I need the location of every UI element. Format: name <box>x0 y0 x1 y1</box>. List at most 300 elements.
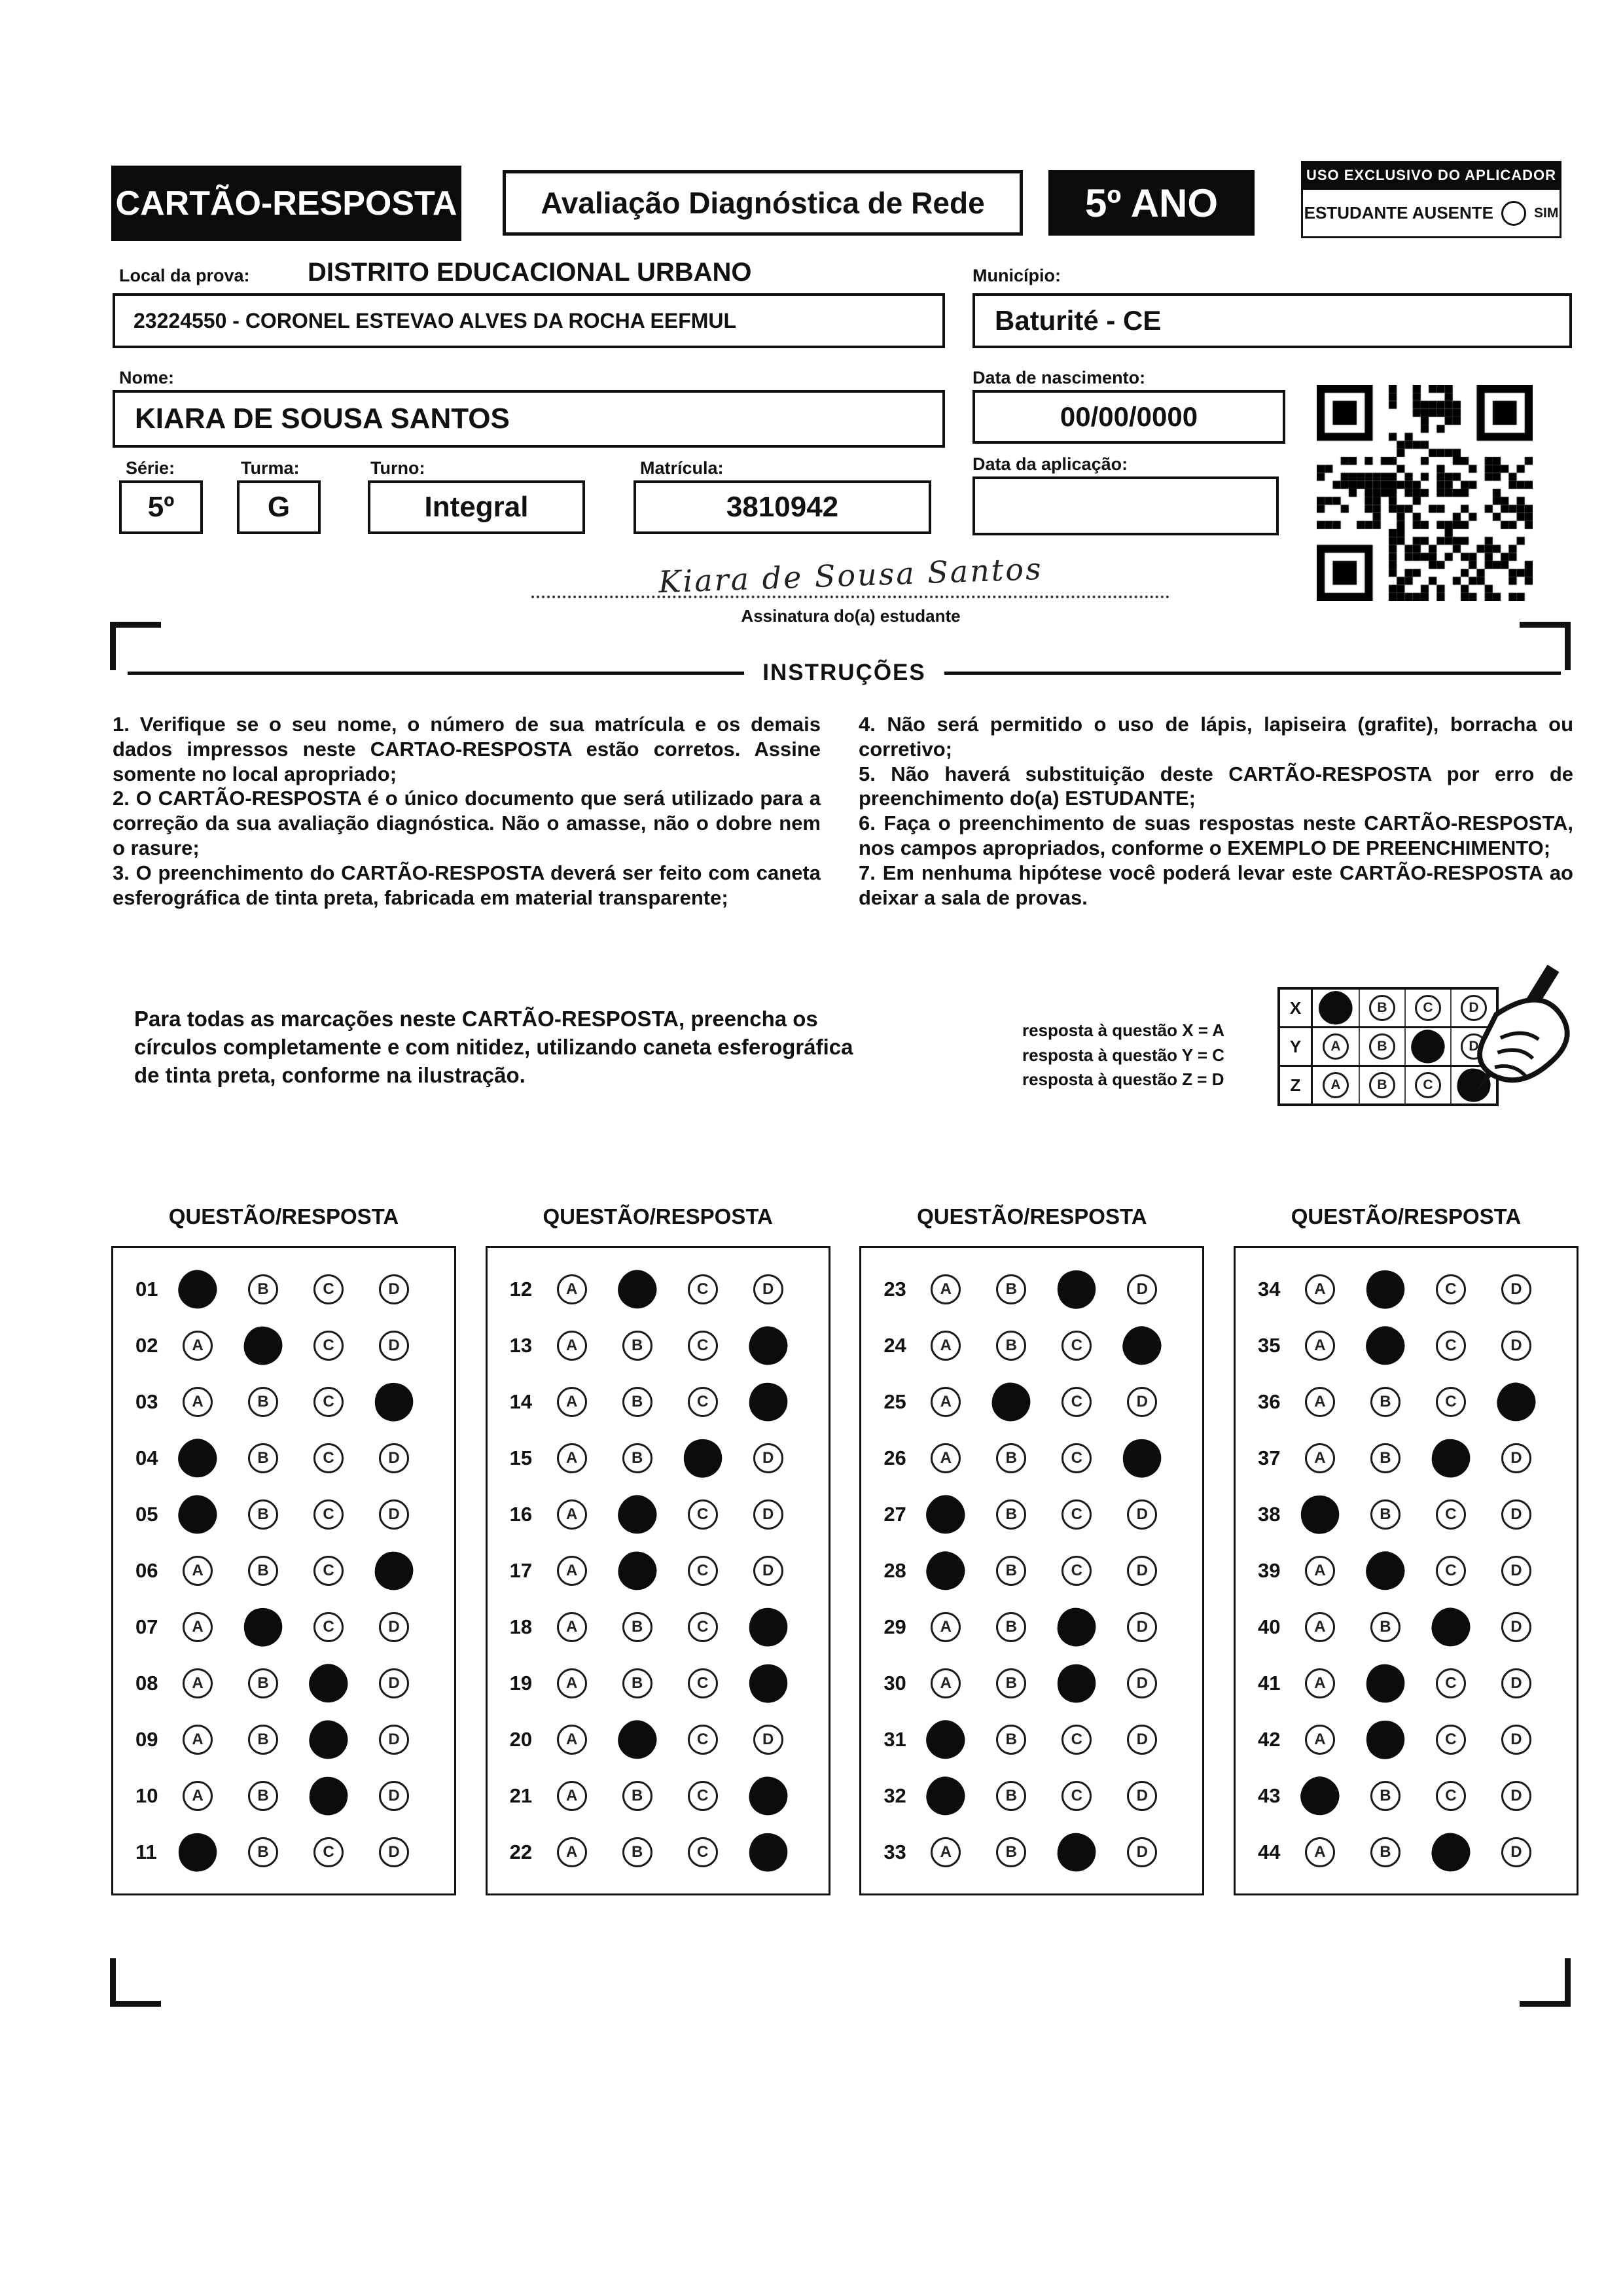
bubble-d[interactable]: D <box>753 1725 783 1755</box>
bubble-b[interactable]: B <box>622 1668 652 1698</box>
bubble-filled-c[interactable] <box>1431 1832 1471 1873</box>
bubble-filled-d[interactable] <box>747 1380 790 1424</box>
question-options <box>1305 1443 1531 1473</box>
bubble-c[interactable]: C <box>1061 1387 1092 1417</box>
bubble-a[interactable]: A <box>1305 1331 1335 1361</box>
bubble-d[interactable]: D <box>379 1781 409 1811</box>
bubble-filled-b[interactable] <box>616 1551 658 1592</box>
marking-example-paragraph: Para todas as marcações neste CARTÃO-RESPOSTA, preencha os círculos completamente e com nitidez, utilizando caneta esferográfica de tinta preta, conforme na ilustração. <box>134 1007 853 1087</box>
matricula-field: 3810942 <box>633 480 931 534</box>
question-options <box>557 1499 783 1530</box>
bubble-a[interactable]: A <box>931 1443 961 1473</box>
question-row <box>1258 1443 1577 1473</box>
bubble-d[interactable]: D <box>379 1725 409 1755</box>
bubble-c[interactable]: C <box>1436 1781 1466 1811</box>
bubble-b[interactable]: B <box>1370 1387 1400 1417</box>
bubble-d[interactable]: D <box>1127 1612 1157 1642</box>
question-row <box>883 1443 1202 1473</box>
bubble-filled-c[interactable] <box>1056 1832 1097 1873</box>
bubble-a[interactable]: A <box>1305 1274 1335 1304</box>
instruction-item: 1. Verifique se o seu nome, o número de sua matrícula e os demais dados impressos neste CARTAO-RESPOSTA estão corretos. Assine somente no local apropriado; <box>113 713 821 785</box>
student-absent-label: ESTUDANTE AUSENTE <box>1304 203 1494 223</box>
bubble-c[interactable]: C <box>313 1556 344 1586</box>
question-number: 41 <box>1257 1672 1281 1695</box>
question-number: 15 <box>509 1446 533 1469</box>
answer-column-header: QUESTÃO/RESPOSTA <box>543 1204 773 1229</box>
question-number: 33 <box>883 1840 906 1863</box>
question-number: 18 <box>509 1615 533 1638</box>
bubble-b[interactable]: B <box>996 1781 1026 1811</box>
bubble-b[interactable]: B <box>248 1725 278 1755</box>
bubble-b[interactable]: B <box>996 1274 1026 1304</box>
bubble-b[interactable]: B <box>996 1612 1026 1642</box>
question-row <box>883 1274 1202 1304</box>
bubble-c[interactable]: C <box>688 1499 718 1530</box>
question-number: 39 <box>1257 1559 1281 1582</box>
bubble-a[interactable]: A <box>931 1837 961 1867</box>
question-number: 30 <box>883 1672 906 1695</box>
question-row <box>510 1556 829 1586</box>
bubble-filled-d[interactable] <box>370 1378 417 1425</box>
bubble-d[interactable]: D <box>1501 1612 1531 1642</box>
bubble-c[interactable]: C <box>313 1837 344 1867</box>
bubble-c[interactable]: C <box>313 1612 344 1642</box>
bubble-d[interactable]: D <box>753 1443 783 1473</box>
turno-field: Integral <box>368 480 585 534</box>
question-options <box>931 1725 1157 1755</box>
bubble-b[interactable]: B <box>996 1837 1026 1867</box>
bubble-a[interactable]: A <box>1305 1387 1335 1417</box>
bubble-b[interactable]: B <box>1370 1781 1400 1811</box>
instructions-rule-right <box>944 672 1561 675</box>
bubble-filled-c[interactable] <box>1057 1607 1097 1647</box>
bubble-filled-b[interactable] <box>1361 1321 1410 1370</box>
bubble-c[interactable]: C <box>688 1725 718 1755</box>
bubble-d[interactable]: D <box>1501 1331 1531 1361</box>
bubble-b[interactable]: B <box>248 1499 278 1530</box>
question-row <box>883 1725 1202 1755</box>
question-options <box>183 1725 409 1755</box>
example-cell <box>1359 990 1404 1026</box>
bubble-d[interactable]: D <box>1127 1725 1157 1755</box>
bubble-b[interactable]: B <box>1369 995 1395 1021</box>
question-row <box>883 1781 1202 1811</box>
bubble-a[interactable]: A <box>1305 1668 1335 1698</box>
bubble-c[interactable]: C <box>688 1331 718 1361</box>
bubble-filled-c[interactable] <box>308 1775 349 1817</box>
bubble-d[interactable]: D <box>379 1443 409 1473</box>
bubble-c[interactable]: C <box>688 1781 718 1811</box>
bubble-d[interactable]: D <box>753 1499 783 1530</box>
bubble-filled-d[interactable] <box>1119 1435 1166 1482</box>
question-row <box>135 1781 454 1811</box>
bubble-b[interactable]: B <box>248 1443 278 1473</box>
question-options <box>557 1556 783 1586</box>
bubble-a[interactable]: A <box>1305 1837 1335 1867</box>
question-options <box>1305 1331 1531 1361</box>
question-options <box>931 1274 1157 1304</box>
bubble-c[interactable]: C <box>313 1331 344 1361</box>
bubble-filled-d[interactable] <box>1119 1323 1166 1369</box>
question-options <box>557 1331 783 1361</box>
bubble-d[interactable]: D <box>1127 1499 1157 1530</box>
question-number: 42 <box>1257 1728 1281 1751</box>
question-row <box>883 1837 1202 1867</box>
bubble-d[interactable]: D <box>1461 995 1487 1021</box>
bubble-c[interactable]: C <box>1436 1274 1466 1304</box>
question-row <box>1258 1837 1577 1867</box>
example-row-label: Y <box>1280 1028 1313 1065</box>
nome-label: Nome: <box>119 368 175 387</box>
question-options <box>1305 1387 1531 1417</box>
question-number: 20 <box>509 1728 533 1751</box>
bubble-b[interactable]: B <box>622 1781 652 1811</box>
question-number: 01 <box>135 1278 158 1300</box>
bubble-b[interactable]: B <box>1370 1612 1400 1642</box>
question-options <box>557 1274 783 1304</box>
exam-title: Avaliação Diagnóstica de Rede <box>503 170 1023 236</box>
question-row <box>510 1387 829 1417</box>
question-row <box>1258 1331 1577 1361</box>
answer-column-box <box>486 1246 830 1895</box>
bubble-b[interactable]: B <box>248 1274 278 1304</box>
question-options <box>1305 1837 1531 1867</box>
bubble-d[interactable]: D <box>1501 1725 1531 1755</box>
answer-column <box>111 1204 456 1895</box>
answer-column-box <box>111 1246 456 1895</box>
question-row <box>1258 1668 1577 1698</box>
bubble-b[interactable]: B <box>1370 1499 1400 1530</box>
bubble-c[interactable]: C <box>1436 1387 1466 1417</box>
question-number: 17 <box>509 1559 533 1582</box>
bubble-b[interactable]: B <box>996 1725 1026 1755</box>
bubble-c[interactable]: C <box>688 1556 718 1586</box>
bubble-filled-a[interactable] <box>173 1828 222 1876</box>
bubble-b[interactable]: B <box>1370 1443 1400 1473</box>
bubble-d[interactable]: D <box>1127 1837 1157 1867</box>
question-row <box>510 1837 829 1867</box>
bubble-filled-b[interactable] <box>613 1265 662 1314</box>
bubble-filled-d[interactable] <box>747 1325 789 1367</box>
question-options <box>931 1499 1157 1530</box>
bubble-c[interactable]: C <box>1061 1499 1092 1530</box>
bubble-b[interactable]: B <box>622 1443 652 1473</box>
question-options <box>183 1556 409 1586</box>
question-number: 02 <box>135 1334 158 1357</box>
question-row <box>1258 1499 1577 1530</box>
corner-bracket-bottom-right <box>1520 1958 1571 2007</box>
municipio-field: Baturité - CE <box>972 293 1572 348</box>
instruction-item: 4. Não será permitido o uso de lápis, lapiseira (grafite), borracha ou corretivo; <box>859 713 1573 761</box>
bubble-filled-a[interactable] <box>1296 1772 1344 1820</box>
example-row-label: X <box>1280 990 1313 1026</box>
question-number: 22 <box>509 1840 533 1863</box>
bubble-a[interactable]: A <box>1323 1033 1349 1060</box>
bubble-a[interactable]: A <box>557 1556 587 1586</box>
question-number: 40 <box>1257 1615 1281 1638</box>
question-options <box>183 1668 409 1698</box>
bubble-a[interactable]: A <box>931 1612 961 1642</box>
question-options <box>183 1274 409 1304</box>
bubble-d[interactable]: D <box>379 1837 409 1867</box>
bubble-c[interactable]: C <box>688 1837 718 1867</box>
bubble-b[interactable]: B <box>1369 1033 1395 1060</box>
bubble-filled-c[interactable] <box>678 1433 727 1482</box>
bubble-c[interactable]: C <box>1436 1499 1466 1530</box>
data-aplicacao-field <box>972 476 1279 535</box>
bubble-d[interactable]: D <box>1461 1033 1487 1060</box>
bubble-a[interactable]: A <box>931 1274 961 1304</box>
bubble-filled-d[interactable] <box>746 1605 790 1649</box>
bubble-a[interactable]: A <box>557 1781 587 1811</box>
bubble-a[interactable]: A <box>557 1387 587 1417</box>
bubble-d[interactable]: D <box>753 1556 783 1586</box>
question-number: 12 <box>509 1278 533 1300</box>
bubble-b[interactable]: B <box>996 1668 1026 1698</box>
question-row <box>135 1499 454 1530</box>
bubble-filled-c[interactable] <box>1053 1660 1100 1707</box>
question-options <box>1305 1274 1531 1304</box>
bubble-c[interactable]: C <box>313 1387 344 1417</box>
bubble-a[interactable]: A <box>183 1556 213 1586</box>
bubble-filled-b[interactable] <box>1361 1265 1410 1314</box>
question-options <box>183 1837 409 1867</box>
question-row <box>1258 1556 1577 1586</box>
example-legend <box>1022 1018 1271 1092</box>
bubble-d[interactable]: D <box>753 1274 783 1304</box>
bubble-c[interactable]: C <box>313 1274 344 1304</box>
instruction-item: 7. Em nenhuma hipótese você poderá levar este CARTÃO-RESPOSTA ao deixar a sala de provas. <box>859 861 1573 909</box>
bubble-d[interactable]: D <box>1127 1387 1157 1417</box>
bubble-c[interactable]: C <box>1061 1556 1092 1586</box>
bubble-filled-b[interactable] <box>1361 1547 1410 1595</box>
bubble-a[interactable]: A <box>183 1781 213 1811</box>
bubble-filled-a[interactable] <box>924 1774 968 1818</box>
bubble-a[interactable]: A <box>557 1274 587 1304</box>
question-number: 05 <box>135 1503 158 1526</box>
applicator-bar-label: USO EXCLUSIVO DO APLICADOR <box>1301 161 1561 190</box>
bubble-c[interactable]: C <box>1415 1072 1441 1098</box>
question-number: 27 <box>883 1503 906 1526</box>
question-number: 06 <box>135 1559 158 1582</box>
bubble-a[interactable]: A <box>1323 1072 1349 1098</box>
bubble-a[interactable]: A <box>557 1725 587 1755</box>
bubble-b[interactable]: B <box>1370 1837 1400 1867</box>
bubble-d[interactable]: D <box>1127 1556 1157 1586</box>
bubble-b[interactable]: B <box>1369 1072 1395 1098</box>
bubble-b[interactable]: B <box>248 1387 278 1417</box>
bubble-a[interactable]: A <box>183 1612 213 1642</box>
question-row <box>135 1668 454 1698</box>
bubble-filled-b[interactable] <box>614 1716 661 1763</box>
bubble-a[interactable]: A <box>931 1387 961 1417</box>
question-row <box>883 1556 1202 1586</box>
bubble-b[interactable]: B <box>996 1443 1026 1473</box>
question-number: 25 <box>883 1390 906 1413</box>
signature-label: Assinatura do(a) estudante <box>741 606 961 626</box>
bubble-b[interactable]: B <box>622 1837 652 1867</box>
bubble-filled-a[interactable] <box>923 1548 969 1593</box>
bubble-c[interactable]: C <box>1061 1725 1092 1755</box>
bubble-a[interactable]: A <box>557 1499 587 1530</box>
bubble-a[interactable]: A <box>931 1668 961 1698</box>
bubble-c[interactable]: C <box>1436 1725 1466 1755</box>
question-row <box>135 1387 454 1417</box>
bubble-c[interactable]: C <box>1061 1331 1092 1361</box>
card-title: CARTÃO-RESPOSTA <box>111 166 461 241</box>
bubble-filled-a[interactable] <box>175 1266 221 1312</box>
question-row <box>135 1837 454 1867</box>
question-number: 37 <box>1257 1446 1281 1469</box>
instructions-rule-left <box>128 672 744 675</box>
signature-area <box>531 550 1169 600</box>
bubble-b[interactable]: B <box>248 1781 278 1811</box>
bubble-d[interactable]: D <box>379 1274 409 1304</box>
bubble-filled-a[interactable] <box>1296 1490 1345 1539</box>
bubble-c[interactable]: C <box>1436 1668 1466 1698</box>
student-absent-bubble[interactable] <box>1501 201 1526 226</box>
bubble-filled-c[interactable] <box>1051 1264 1102 1315</box>
bubble-d[interactable]: D <box>1501 1837 1531 1867</box>
bubble-filled-d[interactable] <box>748 1776 788 1816</box>
bubble-filled-d[interactable] <box>743 1659 793 1709</box>
bubble-a[interactable]: A <box>557 1668 587 1698</box>
bubble-a[interactable]: A <box>557 1837 587 1867</box>
student-signature: Kiara de Sousa Santos <box>657 550 1044 600</box>
question-number: 09 <box>135 1728 158 1751</box>
bubble-d[interactable]: D <box>379 1331 409 1361</box>
bubble-filled-a[interactable] <box>172 1433 223 1483</box>
bubble-c[interactable]: C <box>1061 1443 1092 1473</box>
bubble-c[interactable]: C <box>688 1668 718 1698</box>
bubble-c[interactable]: C <box>1436 1331 1466 1361</box>
bubble-filled-a[interactable] <box>920 1489 971 1540</box>
question-number: 21 <box>509 1784 533 1807</box>
bubble-a[interactable]: A <box>557 1612 587 1642</box>
bubble-filled-d[interactable] <box>745 1829 791 1874</box>
question-options <box>557 1781 783 1811</box>
question-number: 07 <box>135 1615 158 1638</box>
bubble-b[interactable]: B <box>996 1499 1026 1530</box>
bubble-c[interactable]: C <box>313 1443 344 1473</box>
bubble-b[interactable]: B <box>996 1556 1026 1586</box>
bubble-d[interactable]: D <box>1501 1556 1531 1586</box>
bubble-d[interactable]: D <box>1501 1499 1531 1530</box>
local-da-prova-value: DISTRITO EDUCACIONAL URBANO <box>308 258 752 287</box>
question-options <box>1305 1612 1531 1642</box>
question-row <box>1258 1781 1577 1811</box>
bubble-c[interactable]: C <box>1436 1556 1466 1586</box>
bubble-b[interactable]: B <box>248 1556 278 1586</box>
question-options <box>557 1612 783 1642</box>
bubble-c[interactable]: C <box>688 1612 718 1642</box>
bubble-d[interactable]: D <box>1501 1668 1531 1698</box>
example-cell <box>1313 990 1359 1026</box>
bubble-a[interactable]: A <box>1305 1443 1335 1473</box>
bubble-c[interactable]: C <box>688 1274 718 1304</box>
bubble-filled-a[interactable] <box>1313 986 1357 1030</box>
bubble-d[interactable]: D <box>1127 1668 1157 1698</box>
bubble-filled-b[interactable] <box>240 1604 287 1651</box>
serie-label: Série: <box>126 458 175 478</box>
question-number: 36 <box>1257 1390 1281 1413</box>
bubble-a[interactable]: A <box>1305 1725 1335 1755</box>
data-aplicacao-label: Data da aplicação: <box>972 454 1128 474</box>
question-options <box>183 1781 409 1811</box>
school-field: 23224550 - CORONEL ESTEVAO ALVES DA ROCHA EEFMUL <box>113 293 945 348</box>
bubble-d[interactable]: D <box>1127 1781 1157 1811</box>
question-row <box>510 1499 829 1530</box>
pen-hand-illustration <box>1407 953 1571 1107</box>
question-row <box>1258 1725 1577 1755</box>
bubble-d[interactable]: D <box>1501 1781 1531 1811</box>
bubble-b[interactable]: B <box>622 1612 652 1642</box>
instructions-header <box>128 660 1561 686</box>
bubble-a[interactable]: A <box>1305 1556 1335 1586</box>
bubble-filled-a[interactable] <box>921 1715 971 1765</box>
bubble-d[interactable]: D <box>1501 1274 1531 1304</box>
bubble-a[interactable]: A <box>557 1331 587 1361</box>
bubble-d[interactable]: D <box>379 1499 409 1530</box>
bubble-filled-d[interactable] <box>374 1551 414 1591</box>
question-row <box>510 1443 829 1473</box>
question-number: 38 <box>1257 1503 1281 1526</box>
bubble-filled-b[interactable] <box>1361 1715 1410 1765</box>
bubble-a[interactable]: A <box>183 1668 213 1698</box>
bubble-filled-d[interactable] <box>1495 1380 1538 1424</box>
bubble-filled-a[interactable] <box>175 1492 220 1537</box>
question-options <box>183 1443 409 1473</box>
bubble-a[interactable]: A <box>931 1331 961 1361</box>
bubble-b[interactable]: B <box>996 1331 1026 1361</box>
answer-column <box>486 1204 830 1895</box>
bubble-filled-c[interactable] <box>1430 1606 1472 1648</box>
bubble-filled-b[interactable] <box>992 1383 1031 1422</box>
question-row <box>1258 1387 1577 1417</box>
question-row <box>883 1387 1202 1417</box>
bubble-a[interactable]: A <box>183 1331 213 1361</box>
applicator-box <box>1301 161 1561 238</box>
question-row <box>135 1443 454 1473</box>
bubble-a[interactable]: A <box>183 1387 213 1417</box>
bubble-a[interactable]: A <box>1305 1612 1335 1642</box>
question-options <box>557 1443 783 1473</box>
bubble-c[interactable]: C <box>1061 1781 1092 1811</box>
bubble-c[interactable]: C <box>313 1499 344 1530</box>
bubble-filled-b[interactable] <box>1364 1662 1408 1706</box>
bubble-filled-b[interactable] <box>243 1326 283 1365</box>
bubble-a[interactable]: A <box>557 1443 587 1473</box>
bubble-d[interactable]: D <box>1501 1443 1531 1473</box>
municipio-label: Município: <box>972 266 1061 285</box>
instructions-title: INSTRUÇÕES <box>762 660 926 685</box>
bubble-filled-b[interactable] <box>613 1490 662 1539</box>
bubble-d[interactable]: D <box>379 1612 409 1642</box>
bubble-filled-c[interactable] <box>307 1718 351 1762</box>
bubble-b[interactable]: B <box>248 1668 278 1698</box>
question-options <box>1305 1556 1531 1586</box>
bubble-d[interactable]: D <box>1127 1274 1157 1304</box>
bubble-filled-c[interactable] <box>304 1659 353 1708</box>
bubble-b[interactable]: B <box>622 1387 652 1417</box>
bubble-c[interactable]: C <box>1415 995 1441 1021</box>
bubble-b[interactable]: B <box>622 1331 652 1361</box>
bubble-filled-c[interactable] <box>1430 1437 1472 1480</box>
bubble-d[interactable]: D <box>379 1668 409 1698</box>
bubble-a[interactable]: A <box>183 1725 213 1755</box>
bubble-c[interactable]: C <box>688 1387 718 1417</box>
bubble-b[interactable]: B <box>248 1837 278 1867</box>
